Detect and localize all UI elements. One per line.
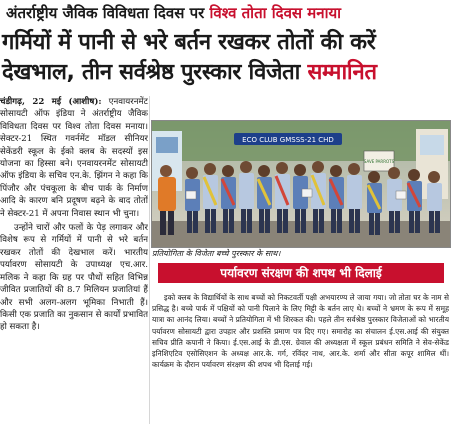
column-divider (149, 96, 150, 424)
students-group-photo (152, 121, 450, 247)
kicker-headline (0, 0, 452, 26)
headline-highlight: सम्मानित (307, 60, 377, 85)
left-para-1-text: एनवायरनमेंट सोसायटी ऑफ इंडिया ने अंतर्राष्ट्रीय जैविक विविधता दिवस पर विश्व तोता दिवस मनाया। सेक्टर-21 स्थित गवर्नमेंट मॉडल सीनियर सेकेंडरी स्कूल के ईको क्लब के सदस्यों इस योजना का हिस्सा बने। एनवायरनमेंट सोसायटी ऑफ इंडिया के सचिव एन.के. झिंगन ने कहा कि पिंजौर और पंचकूला के बीच पार्क के निर्माण आदि के कारण बनि प्रदूषण बढ़ने के बाद तोतों ने सेक्टर-21 में अपना निवास स्थान भी चुना। (0, 97, 148, 219)
photo-caption: प्रतियोगिता के विजेता बच्चे पुरस्कार के साथ। (152, 249, 281, 258)
headline-line-1: गर्मियों में पानी से भरे बर्तन रखकर तोतों की करें (2, 30, 376, 55)
news-photo (151, 120, 451, 248)
sub-heading-banner: पर्यावरण संरक्षण की शपथ भी दिलाई (158, 263, 444, 283)
dateline: चंडीगढ़, 22 मई (आशीष): (0, 97, 102, 107)
banner-text: ECO CLUB GMSSS-21 CHD (242, 136, 334, 144)
headline-line-2 (0, 58, 452, 88)
kicker-highlight: विश्व तोता दिवस मनाया (209, 4, 342, 22)
poster-text: SAVE PARROTS (363, 159, 395, 164)
main-headline (0, 28, 452, 88)
right-body-text: इको क्लब के विद्यार्थियों के साथ बच्चों को निकटवर्ती पक्षी अभयारण्य ले जाया गया। जो तोता घर के नाम से प्रसिद्ध है। बच्चे पार्क में पक्षियों को पानी पिलाने के लिए मिट्टी के बर्तन लाए थे। बच्चों ने भ्रमण के रूप में समूह यात्रा का आनंद लिया। बच्चों ने प्रतियोगिता में भी शिरकत की। पहले तीन सर्वश्रेष्ठ पुरस्कार विजेताओं को भारतीय पर्यावरण सोसायटी द्वारा उपहार और प्रशस्ति प्रमाण पत्र दिए गए। समारोह का संचालन ई.एस.आई की संयुक्त सचिव प्रीति कपानी ने किया। ई.एस.आई के डी.एस. ग्रेवाल की अध्यक्षता में स्कूल प्रबंधन समिति ने सेव-सेकेंड इनिशिएटिव एसोसिएशन के अध्यक्ष आर.के. गर्ग, रविंदर नाथ, आर.के. शर्मा और सीता कपूर शामिल थीं। कार्यक्रम के दौरान पर्यावरण संरक्षण की शपथ भी दिलाई गई। (152, 293, 449, 370)
left-para-1 (0, 96, 148, 220)
kicker-text: अंतर्राष्ट्रीय जैविक विविधता दिवस पर (6, 4, 210, 22)
left-article-column (0, 96, 148, 426)
headline-line-2-text: देखभाल, तीन सर्वश्रेष्ठ पुरस्कार विजेता (2, 60, 308, 85)
right-article-body (152, 292, 449, 422)
left-para-2: उन्होंने चारों और फलों के पेड़ लगाकर और विशेष रूप से गर्मियों में पानी से भरे बर्तन रखकर तोतों की देखभाल करें। भारतीय पर्यावरण सोसायटी के उपाध्यक्ष एच.आर. मलिक ने कहा कि ग्रह पर पौधों सहित विभिन्न जीवित प्रजातियों की 8.7 मिलियन प्रजातियां हैं और सभी अलग-अलग भूमिका निभाती हैं। किसी एक प्रजाति का नुकसान से कार्यों प्रभावित हो सकता है। (0, 223, 148, 333)
